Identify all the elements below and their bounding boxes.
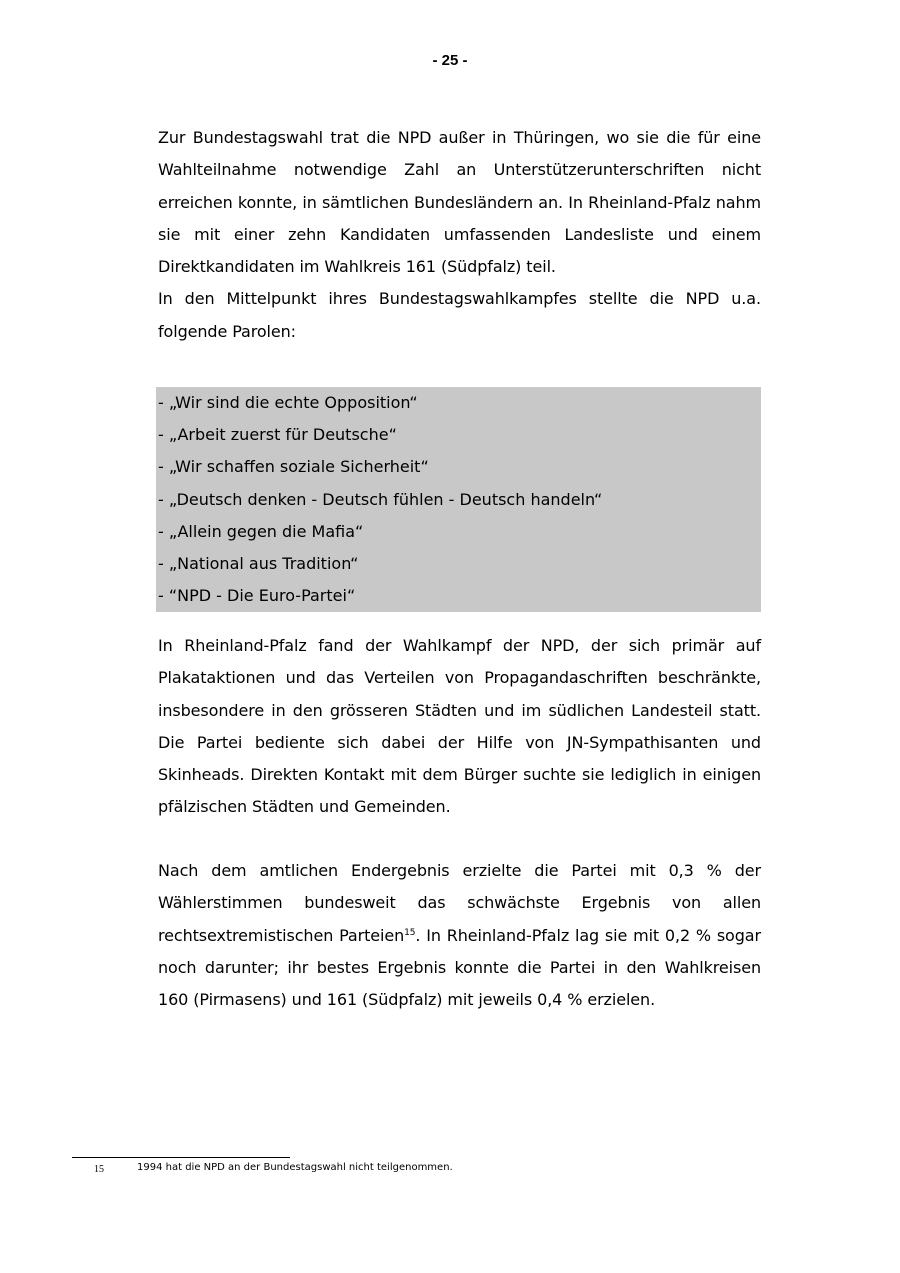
slogan-item: - “NPD - Die Euro-Partei“	[158, 586, 356, 606]
slogan-item: - „Arbeit zuerst für Deutsche“	[158, 425, 397, 445]
slogan-list	[156, 387, 761, 612]
footnote-number: 15	[94, 1164, 104, 1175]
result-text-start: Nach dem amtlichen Endergebnis erzielte die Partei mit 0,3 % der Wählerstimmen bundesweit das schwächste Ergebnis von allen rechtsextremistischen Parteien	[158, 861, 761, 945]
paragraph-result	[158, 855, 761, 1016]
paragraph-text	[158, 855, 761, 1016]
paragraph-election-participation	[158, 122, 761, 348]
slogan-item: - „Wir sind die echte Opposition“	[158, 393, 418, 412]
footnote-text: 1994 hat die NPD an der Bundestagswahl nicht teilgenommen.	[137, 1162, 453, 1173]
slogan-item: - „National aus Tradition“	[158, 554, 359, 574]
paragraph-campaign	[158, 630, 761, 824]
result-text-end: . In Rheinland-Pfalz lag sie mit 0,2 % sogar noch darunter; ihr bestes Ergebnis konnte die Partei in den Wahlkreisen 160 (Pirmasens) und 161 (Südpfalz) mit jeweils 0,4 % erzielen.	[158, 925, 761, 1010]
paragraph-text: Zur Bundestagswahl trat die NPD außer in Thüringen, wo sie die für eine Wahlteilnahme notwendige Zahl an Unterstützerunterschriften nicht erreichen konnte, in sämtlichen Bundesländern an. In Rheinland-Pfalz nahm sie mit einer zehn Kandidaten umfassenden Landesliste und einem Direktkandidaten im Wahlkreis 161 (Südpfalz) teil.	[158, 128, 761, 277]
footnote-divider	[72, 1157, 290, 1158]
paragraph-text: In den Mittelpunkt ihres Bundestagswahlkampfes stellte die NPD u.a. folgende Parolen:	[158, 289, 761, 341]
slogan-item: - „Deutsch denken - Deutsch fühlen - Deutsch handeln“	[158, 489, 603, 509]
page-number: - 25 -	[432, 52, 468, 69]
slogan-item: - „Wir schaffen soziale Sicherheit“	[158, 457, 429, 477]
paragraph-text: In Rheinland-Pfalz fand der Wahlkampf der NPD, der sich primär auf Plakataktionen und das Verteilen von Propagandaschriften beschränkte, insbesondere in den grösseren Städten und im südlichen Landesteil statt. Die Partei bediente sich dabei der Hilfe von JN-Sympathisanten und Skinheads. Direkten Kontakt mit dem Bürger suchte sie lediglich in einigen pfälzischen Städten und Gemeinden.	[158, 636, 761, 817]
footnote-reference[interactable]: 15	[404, 927, 416, 938]
slogan-item: - „Allein gegen die Mafia“	[158, 521, 364, 541]
